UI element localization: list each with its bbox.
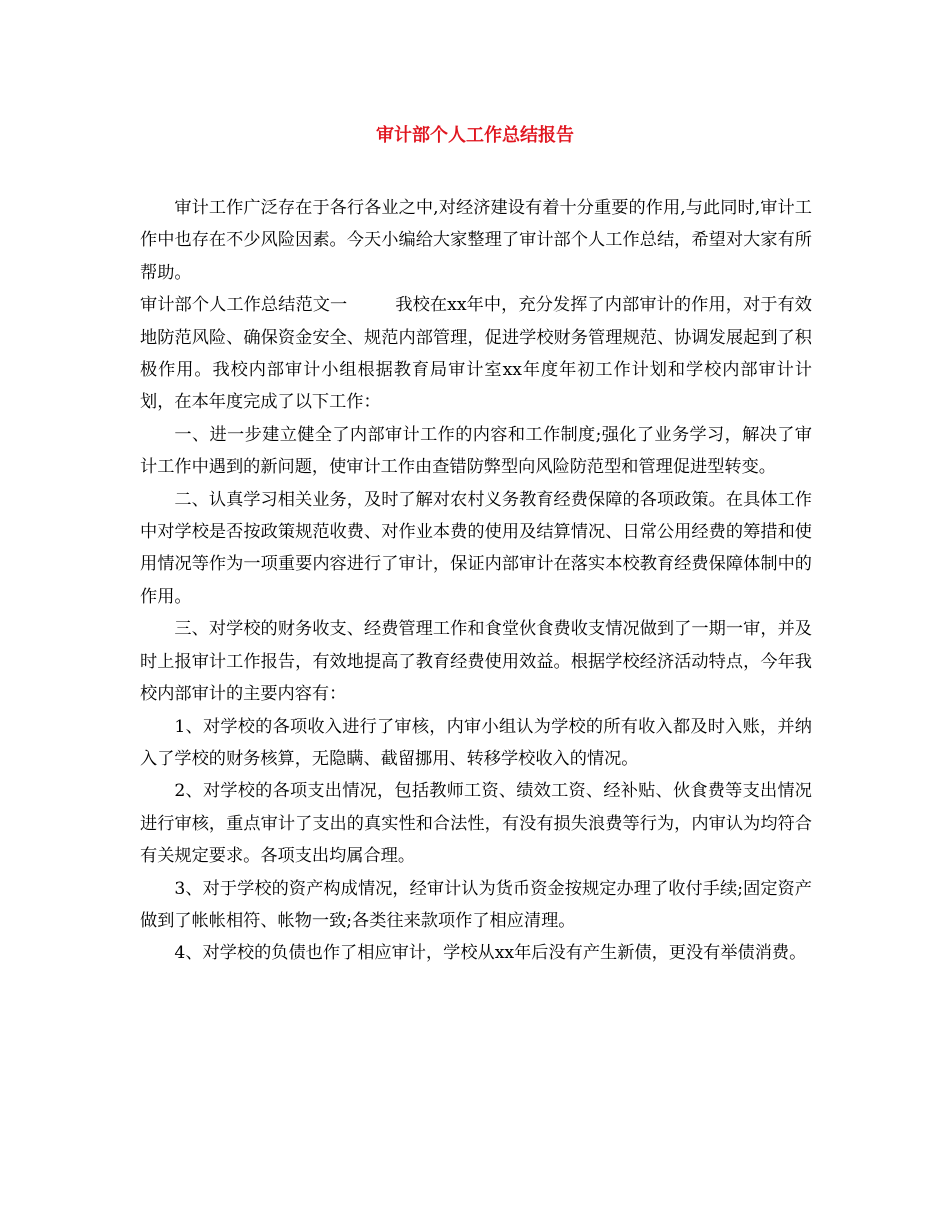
- sub-item-two-paragraph: 2、对学校的各项支出情况，包括教师工资、绩效工资、经补贴、伙食费等支出情况进行审核，重点审计了支出的真实性和合法性，有没有损失浪费等行为，内审认为均符合有关规定要求。各项支出均属合理。: [140, 781, 812, 867]
- sample-heading: 审计部个人工作总结范文一: [140, 295, 348, 316]
- intro-paragraph: 审计工作广泛存在于各行各业之中,对经济建设有着十分重要的作用,与此同时,审计工作中也存在不少风险因素。今天小编给大家整理了审计部个人工作总结，希望对大家有所帮助。: [140, 198, 812, 283]
- sample-lead-text: 我校在xx年中，充分发挥了内部审计的作用，对于有效地防范风险、确保资金安全、规范内部管理，促进学校财务管理规范、协调发展起到了积极作用。我校内部审计小组根据教育局审计室xx年度年初工作计划和学校内部审计计划，在本年度完成了以下工作：: [140, 295, 812, 413]
- sub-item-four-paragraph: 4、对学校的负债也作了相应审计，学校从xx年后没有产生新债，更没有举债消费。: [174, 943, 807, 964]
- sub-item-one-paragraph: 1、对学校的各项收入进行了审核，内审小组认为学校的所有收入都及时入账，并纳入了学校的财务核算，无隐瞒、截留挪用、转移学校收入的情况。: [140, 716, 812, 769]
- sample-paragraph: [140, 289, 812, 419]
- item-two-paragraph: 二、认真学习相关业务，及时了解对农村义务教育经费保障的各项政策。在具体工作中对学校是否按政策规范收费、对作业本费的使用及结算情况、日常公用经费的筹措和使用情况等作为一项重要内容进行了审计，保证内部审计在落实本校教育经费保障体制中的作用。: [140, 489, 812, 607]
- sub-item-three-paragraph: 3、对于学校的资产构成情况，经审计认为货币资金按规定办理了收付手续;固定资产做到了帐帐相符、帐物一致;各类往来款项作了相应清理。: [140, 878, 812, 931]
- document-title: 审计部个人工作总结报告: [376, 125, 574, 146]
- item-three-paragraph: 三、对学校的财务收支、经费管理工作和食堂伙食费收支情况做到了一期一审，并及时上报审计工作报告，有效地提高了教育经费使用效益。根据学校经济活动特点，今年我校内部审计的主要内容有：: [140, 619, 812, 705]
- document-body: [140, 192, 812, 970]
- item-one-paragraph: 一、进一步建立健全了内部审计工作的内容和工作制度;强化了业务学习，解决了审计工作中遇到的新问题，使审计工作由查错防弊型向风险防范型和管理促进型转变。: [140, 424, 812, 478]
